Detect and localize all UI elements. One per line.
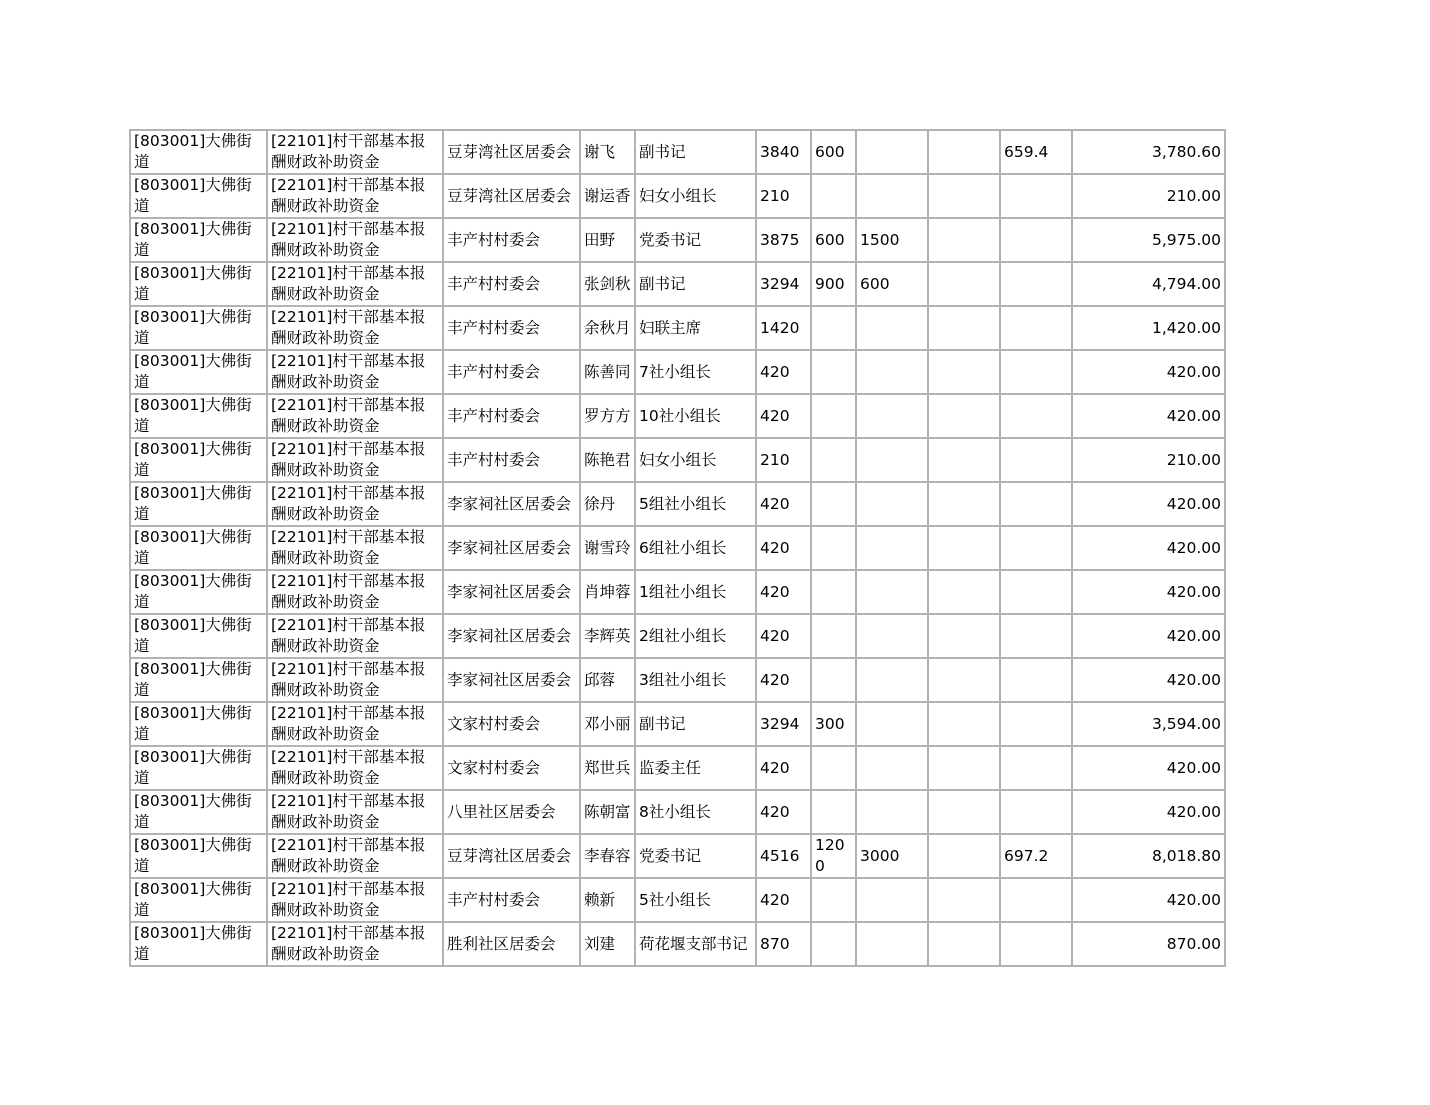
table-row [130,746,1225,790]
cell-amount-3: 3000 [856,834,928,878]
cell-person-name: 田野 [580,218,635,262]
cell-committee: 丰产村村委会 [443,878,580,922]
cell-fund-item: [22101]村干部基本报酬财政补助资金 [267,922,443,966]
cell-fund-item: [22101]村干部基本报酬财政补助资金 [267,790,443,834]
cell-amount-2 [811,746,856,790]
cell-position: 1组社小组长 [635,570,756,614]
cell-amount-5 [1000,746,1072,790]
cell-total: 3,780.60 [1072,130,1225,174]
cell-amount-1: 420 [756,570,811,614]
cell-amount-1: 3875 [756,218,811,262]
table-row [130,438,1225,482]
cell-position: 6组社小组长 [635,526,756,570]
cell-position: 妇女小组长 [635,174,756,218]
cell-total: 420.00 [1072,394,1225,438]
table-row [130,306,1225,350]
cell-person-name: 张剑秋 [580,262,635,306]
cell-fund-item: [22101]村干部基本报酬财政补助资金 [267,174,443,218]
cell-amount-2: 1200 [811,834,856,878]
cell-amount-3 [856,702,928,746]
cell-amount-5 [1000,438,1072,482]
cell-fund-item: [22101]村干部基本报酬财政补助资金 [267,702,443,746]
cell-position: 副书记 [635,130,756,174]
cell-person-name: 谢雪玲 [580,526,635,570]
cell-fund-item: [22101]村干部基本报酬财政补助资金 [267,438,443,482]
cell-amount-4 [928,306,1000,350]
cell-amount-5 [1000,922,1072,966]
cell-amount-3 [856,394,928,438]
cell-amount-4 [928,878,1000,922]
cell-total: 420.00 [1072,482,1225,526]
table-row [130,702,1225,746]
cell-position: 党委书记 [635,834,756,878]
cell-total: 420.00 [1072,526,1225,570]
cell-amount-1: 420 [756,658,811,702]
cell-fund-item: [22101]村干部基本报酬财政补助资金 [267,570,443,614]
cell-amount-3 [856,526,928,570]
cell-person-name: 陈艳君 [580,438,635,482]
cell-amount-1: 870 [756,922,811,966]
cell-person-name: 刘建 [580,922,635,966]
cell-amount-2 [811,394,856,438]
cell-amount-1: 4516 [756,834,811,878]
cell-person-name: 余秋月 [580,306,635,350]
table-row [130,218,1225,262]
cell-amount-3 [856,614,928,658]
cell-amount-2 [811,922,856,966]
cell-committee: 文家村村委会 [443,702,580,746]
cell-person-name: 陈朝富 [580,790,635,834]
cell-position: 3组社小组长 [635,658,756,702]
cell-street: [803001]大佛街道 [130,702,267,746]
cell-street: [803001]大佛街道 [130,570,267,614]
cell-person-name: 陈善同 [580,350,635,394]
cell-fund-item: [22101]村干部基本报酬财政补助资金 [267,746,443,790]
cell-total: 420.00 [1072,570,1225,614]
cell-amount-3 [856,174,928,218]
cell-amount-2 [811,878,856,922]
cell-amount-4 [928,174,1000,218]
cell-amount-4 [928,526,1000,570]
cell-fund-item: [22101]村干部基本报酬财政补助资金 [267,834,443,878]
cell-person-name: 李春容 [580,834,635,878]
cell-fund-item: [22101]村干部基本报酬财政补助资金 [267,262,443,306]
cell-amount-1: 3294 [756,702,811,746]
cell-fund-item: [22101]村干部基本报酬财政补助资金 [267,526,443,570]
cell-amount-3 [856,746,928,790]
cell-amount-2 [811,790,856,834]
cell-committee: 李家祠社区居委会 [443,658,580,702]
table-row [130,790,1225,834]
cell-person-name: 邓小丽 [580,702,635,746]
cell-amount-5 [1000,350,1072,394]
cell-street: [803001]大佛街道 [130,482,267,526]
cell-amount-5 [1000,174,1072,218]
table-body [130,130,1225,966]
cell-total: 210.00 [1072,174,1225,218]
cell-street: [803001]大佛街道 [130,438,267,482]
cell-amount-2 [811,174,856,218]
cell-amount-3 [856,350,928,394]
cell-amount-2: 300 [811,702,856,746]
cell-amount-5 [1000,790,1072,834]
cell-amount-3 [856,306,928,350]
cell-amount-2 [811,570,856,614]
cell-person-name: 李辉英 [580,614,635,658]
cell-street: [803001]大佛街道 [130,262,267,306]
cell-amount-1: 420 [756,614,811,658]
cell-position: 10社小组长 [635,394,756,438]
cell-street: [803001]大佛街道 [130,790,267,834]
cell-street: [803001]大佛街道 [130,306,267,350]
cell-person-name: 谢飞 [580,130,635,174]
cell-amount-5 [1000,218,1072,262]
cell-total: 420.00 [1072,790,1225,834]
cell-total: 870.00 [1072,922,1225,966]
cell-amount-4 [928,482,1000,526]
cell-street: [803001]大佛街道 [130,174,267,218]
cell-amount-2: 600 [811,130,856,174]
cell-amount-2 [811,658,856,702]
cell-total: 420.00 [1072,658,1225,702]
cell-amount-2 [811,482,856,526]
cell-position: 8社小组长 [635,790,756,834]
cell-position: 监委主任 [635,746,756,790]
cell-amount-4 [928,350,1000,394]
cell-amount-2: 600 [811,218,856,262]
cell-total: 5,975.00 [1072,218,1225,262]
cell-street: [803001]大佛街道 [130,658,267,702]
cell-committee: 李家祠社区居委会 [443,526,580,570]
cell-amount-4 [928,834,1000,878]
cell-position: 副书记 [635,262,756,306]
cell-amount-4 [928,218,1000,262]
cell-person-name: 郑世兵 [580,746,635,790]
cell-fund-item: [22101]村干部基本报酬财政补助资金 [267,394,443,438]
cell-amount-2 [811,438,856,482]
cell-committee: 豆芽湾社区居委会 [443,834,580,878]
cell-amount-4 [928,702,1000,746]
cell-position: 5组社小组长 [635,482,756,526]
cell-amount-5: 659.4 [1000,130,1072,174]
cell-amount-2 [811,306,856,350]
cell-amount-4 [928,130,1000,174]
cell-committee: 丰产村村委会 [443,350,580,394]
table-row [130,658,1225,702]
cell-amount-5 [1000,394,1072,438]
cell-street: [803001]大佛街道 [130,746,267,790]
cell-committee: 丰产村村委会 [443,306,580,350]
cell-amount-1: 210 [756,174,811,218]
cell-street: [803001]大佛街道 [130,394,267,438]
cell-fund-item: [22101]村干部基本报酬财政补助资金 [267,130,443,174]
cell-committee: 李家祠社区居委会 [443,614,580,658]
cell-total: 420.00 [1072,614,1225,658]
cell-amount-1: 420 [756,746,811,790]
cell-position: 7社小组长 [635,350,756,394]
cell-total: 420.00 [1072,878,1225,922]
cell-committee: 李家祠社区居委会 [443,570,580,614]
table-row [130,526,1225,570]
cell-total: 210.00 [1072,438,1225,482]
cell-fund-item: [22101]村干部基本报酬财政补助资金 [267,350,443,394]
cell-amount-5 [1000,878,1072,922]
cell-street: [803001]大佛街道 [130,614,267,658]
table-row [130,834,1225,878]
cell-amount-1: 210 [756,438,811,482]
cell-amount-2 [811,350,856,394]
cell-committee: 豆芽湾社区居委会 [443,174,580,218]
cell-total: 1,420.00 [1072,306,1225,350]
table-row [130,614,1225,658]
cell-amount-5 [1000,306,1072,350]
cell-amount-3 [856,658,928,702]
cell-committee: 八里社区居委会 [443,790,580,834]
cell-fund-item: [22101]村干部基本报酬财政补助资金 [267,306,443,350]
cell-person-name: 肖坤蓉 [580,570,635,614]
cell-amount-1: 420 [756,526,811,570]
cell-amount-1: 420 [756,482,811,526]
table-row [130,350,1225,394]
cell-amount-4 [928,658,1000,702]
cell-amount-5: 697.2 [1000,834,1072,878]
cell-fund-item: [22101]村干部基本报酬财政补助资金 [267,218,443,262]
cell-amount-1: 3840 [756,130,811,174]
cell-position: 2组社小组长 [635,614,756,658]
cell-committee: 胜利社区居委会 [443,922,580,966]
table-row [130,570,1225,614]
cell-amount-4 [928,438,1000,482]
cell-total: 4,794.00 [1072,262,1225,306]
cell-amount-3: 1500 [856,218,928,262]
cell-street: [803001]大佛街道 [130,526,267,570]
cell-amount-4 [928,614,1000,658]
cell-amount-3: 600 [856,262,928,306]
cell-person-name: 谢运香 [580,174,635,218]
cell-committee: 丰产村村委会 [443,394,580,438]
cell-street: [803001]大佛街道 [130,218,267,262]
table-row [130,130,1225,174]
cell-fund-item: [22101]村干部基本报酬财政补助资金 [267,658,443,702]
cell-street: [803001]大佛街道 [130,834,267,878]
cell-committee: 丰产村村委会 [443,218,580,262]
table-row [130,922,1225,966]
cell-amount-3 [856,790,928,834]
cell-total: 3,594.00 [1072,702,1225,746]
cell-position: 5社小组长 [635,878,756,922]
cell-amount-4 [928,790,1000,834]
cell-position: 荷花堰支部书记 [635,922,756,966]
cell-amount-3 [856,922,928,966]
cell-position: 副书记 [635,702,756,746]
cell-amount-1: 420 [756,878,811,922]
cell-person-name: 罗方方 [580,394,635,438]
table-row [130,394,1225,438]
cell-position: 妇女小组长 [635,438,756,482]
cell-position: 党委书记 [635,218,756,262]
cell-amount-5 [1000,570,1072,614]
cell-amount-1: 1420 [756,306,811,350]
cell-amount-4 [928,394,1000,438]
cell-committee: 丰产村村委会 [443,262,580,306]
cell-street: [803001]大佛街道 [130,922,267,966]
cell-amount-3 [856,438,928,482]
cell-total: 8,018.80 [1072,834,1225,878]
cell-amount-3 [856,570,928,614]
cell-amount-3 [856,482,928,526]
cell-street: [803001]大佛街道 [130,878,267,922]
data-table [129,129,1226,967]
cell-position: 妇联主席 [635,306,756,350]
cell-street: [803001]大佛街道 [130,130,267,174]
cell-fund-item: [22101]村干部基本报酬财政补助资金 [267,482,443,526]
cell-amount-2 [811,526,856,570]
cell-committee: 丰产村村委会 [443,438,580,482]
cell-amount-1: 420 [756,350,811,394]
cell-amount-3 [856,878,928,922]
cell-amount-3 [856,130,928,174]
cell-amount-1: 3294 [756,262,811,306]
cell-person-name: 邱蓉 [580,658,635,702]
cell-amount-4 [928,922,1000,966]
cell-fund-item: [22101]村干部基本报酬财政补助资金 [267,614,443,658]
cell-amount-5 [1000,702,1072,746]
table-row [130,878,1225,922]
cell-amount-4 [928,746,1000,790]
cell-person-name: 徐丹 [580,482,635,526]
cell-amount-1: 420 [756,394,811,438]
cell-person-name: 赖新 [580,878,635,922]
cell-amount-5 [1000,262,1072,306]
cell-amount-5 [1000,614,1072,658]
cell-total: 420.00 [1072,746,1225,790]
cell-committee: 李家祠社区居委会 [443,482,580,526]
cell-committee: 豆芽湾社区居委会 [443,130,580,174]
cell-amount-2: 900 [811,262,856,306]
cell-amount-5 [1000,482,1072,526]
cell-street: [803001]大佛街道 [130,350,267,394]
cell-amount-1: 420 [756,790,811,834]
cell-amount-5 [1000,658,1072,702]
table-row [130,262,1225,306]
cell-amount-5 [1000,526,1072,570]
table-row [130,482,1225,526]
table-row [130,174,1225,218]
cell-fund-item: [22101]村干部基本报酬财政补助资金 [267,878,443,922]
cell-amount-2 [811,614,856,658]
cell-total: 420.00 [1072,350,1225,394]
cell-amount-4 [928,262,1000,306]
cell-amount-4 [928,570,1000,614]
cell-committee: 文家村村委会 [443,746,580,790]
